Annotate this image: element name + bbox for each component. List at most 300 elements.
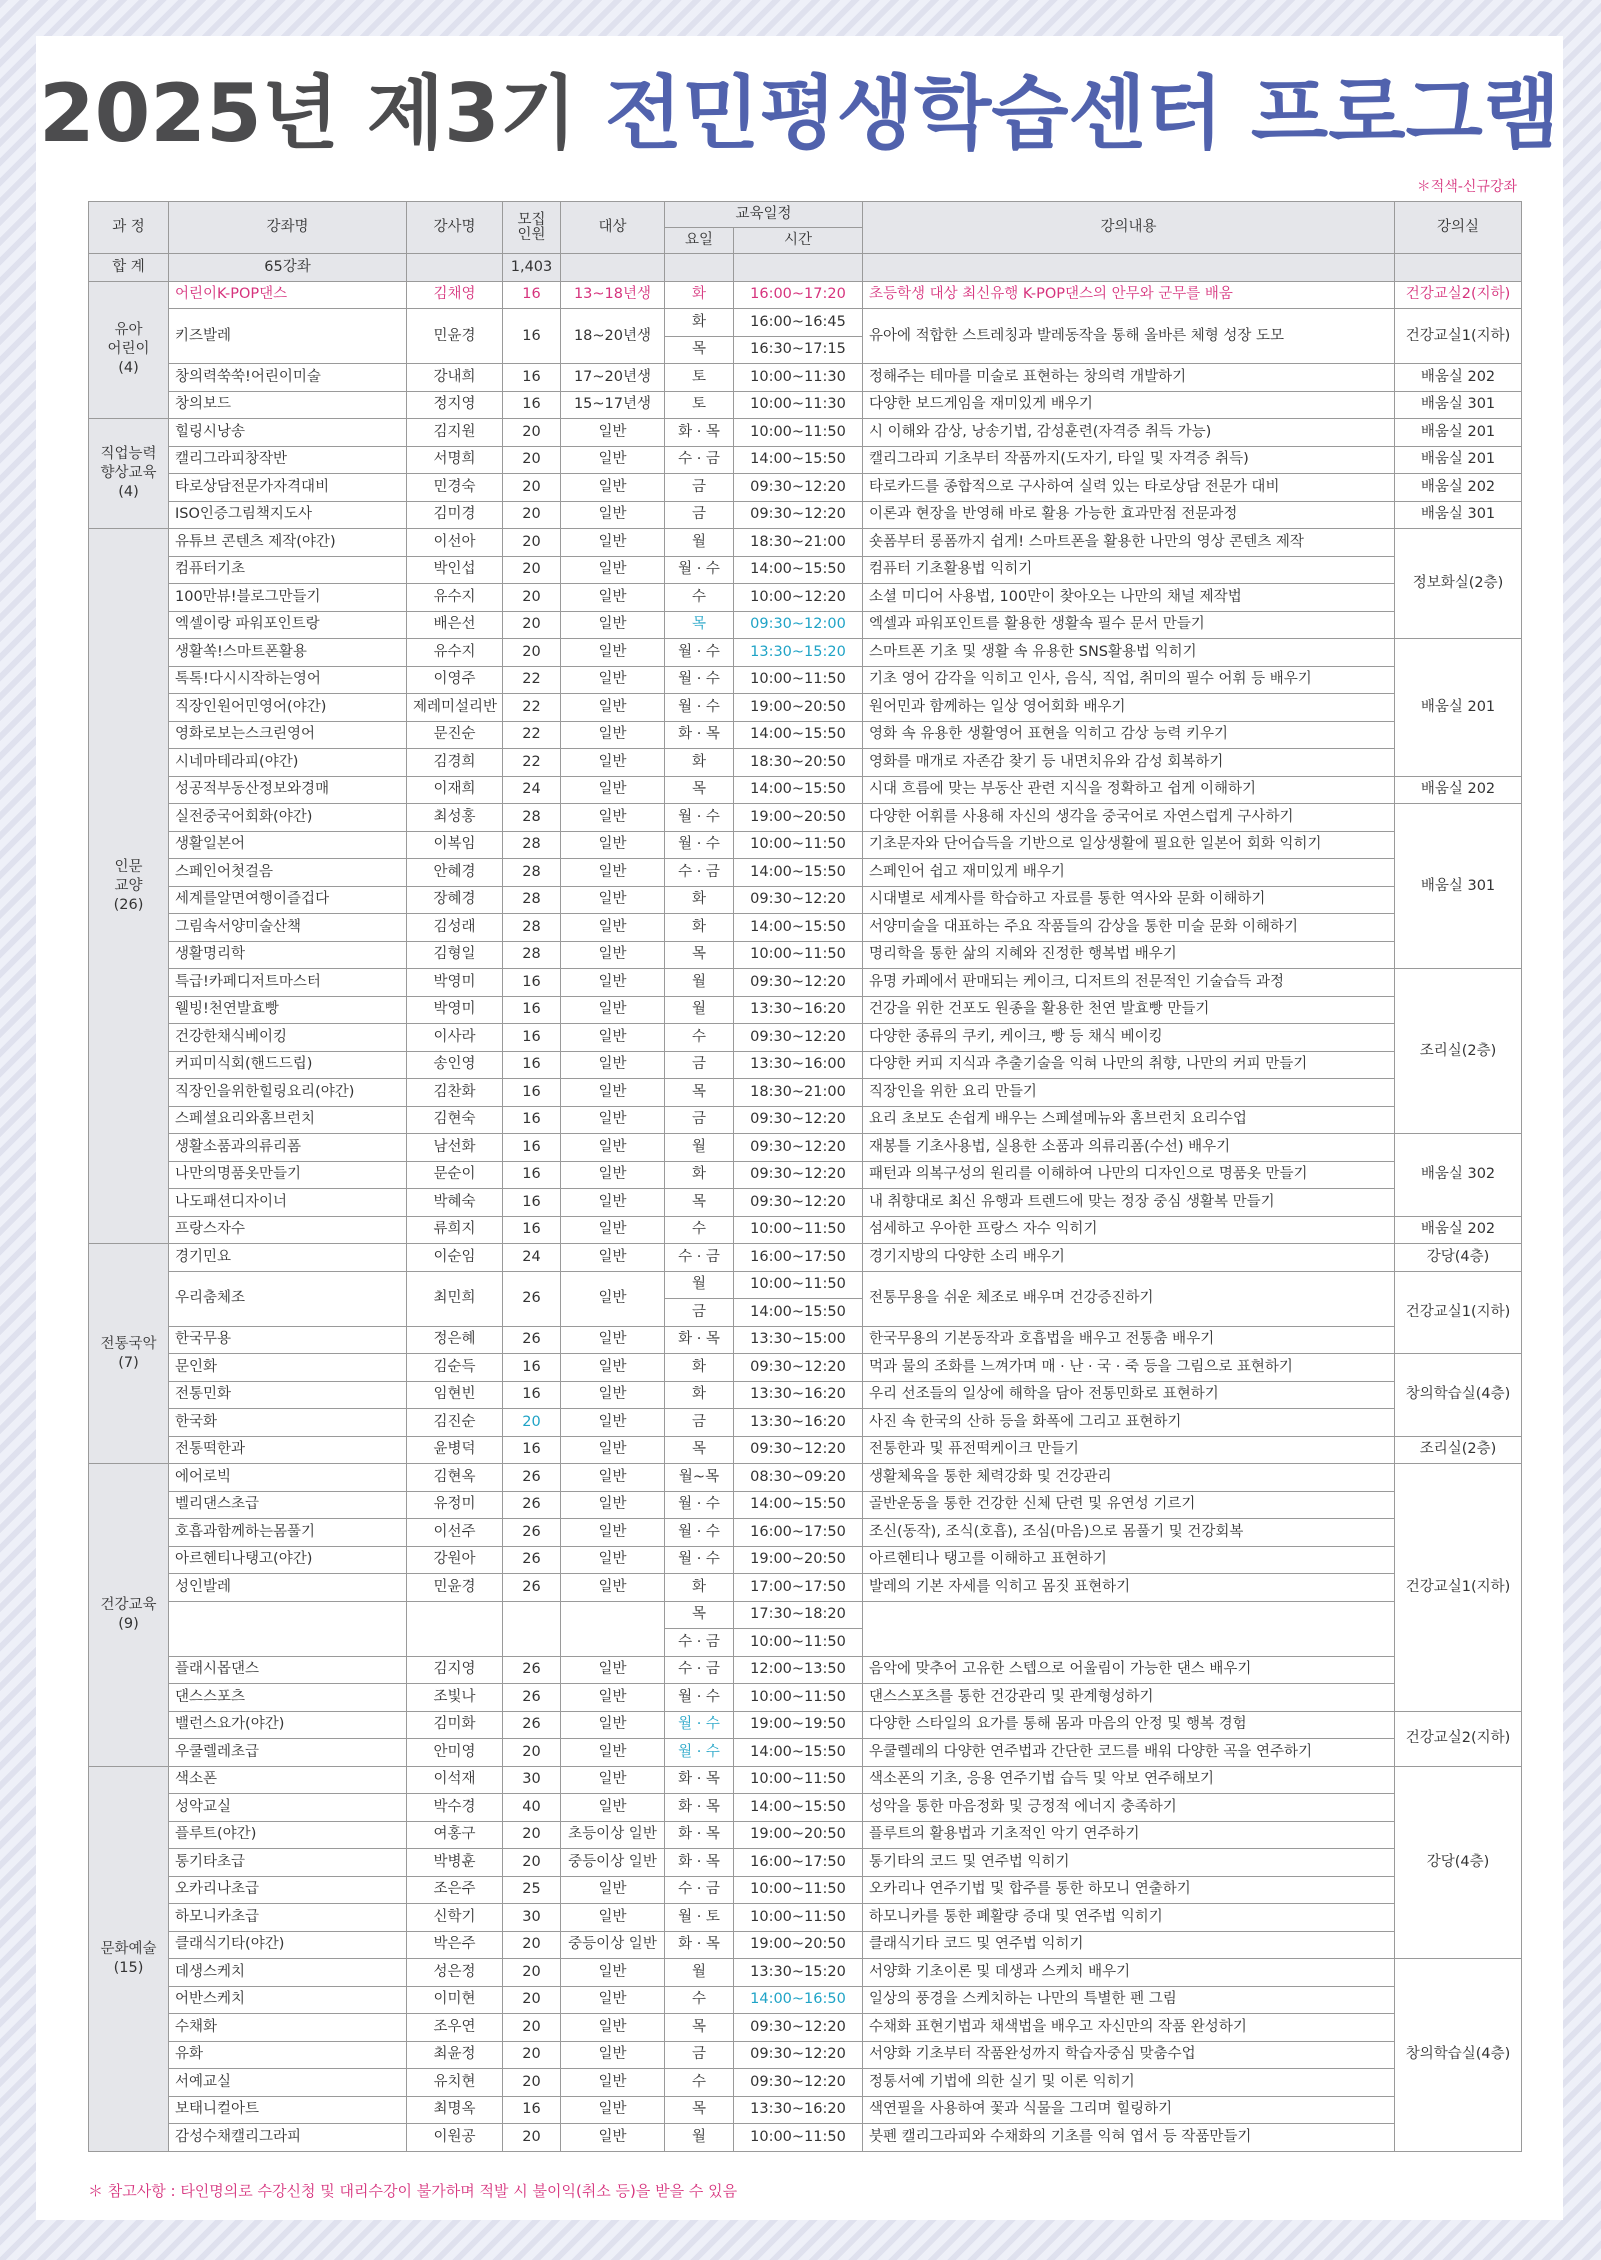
teacher-name: 이재희 [407,776,503,804]
target: 일반 [561,1326,665,1354]
table-row [89,1051,1522,1079]
table-row [89,1794,1522,1822]
course-name: 유튜브 콘텐츠 제작(야간) [169,529,407,557]
teacher-name: 박병훈 [407,1849,503,1877]
table-row [89,529,1522,557]
capacity: 26 [503,1656,561,1684]
course-content: 캘리그라피 기초부터 작품까지(도자기, 타일 및 자격증 취득) [863,446,1395,474]
course-category: 직업능력 향상교육 (4) [89,419,169,529]
time: 16:00~17:50 [734,1244,863,1272]
teacher-name: 문순이 [407,1161,503,1189]
course-name: 에어로빅 [169,1464,407,1492]
teacher-name: 김형일 [407,941,503,969]
course-name: 스페셜요리와홈브런치 [169,1106,407,1134]
course-name: 시네마테라피(야간) [169,749,407,777]
course-content: 경기지방의 다양한 소리 배우기 [863,1244,1395,1272]
day: 토 [665,391,734,419]
time: 10:00~11:50 [734,831,863,859]
table-row [89,1326,1522,1354]
capacity: 20 [503,419,561,447]
teacher-name: 조빛나 [407,1684,503,1712]
teacher-name: 박수경 [407,1794,503,1822]
table-row [89,2014,1522,2042]
classroom: 조리실(2층) [1395,1436,1522,1464]
time: 13:30~15:00 [734,1326,863,1354]
time: 09:30~12:20 [734,1189,863,1217]
day: 월 · 토 [665,1904,734,1932]
time: 09:30~12:20 [734,1436,863,1464]
classroom: 강당(4층) [1395,1766,1522,1959]
course-content: 영화 속 유용한 생활영어 표현을 익히고 감상 능력 키우기 [863,721,1395,749]
classroom: 건강교실2(지하) [1395,1711,1522,1766]
target: 일반 [561,1051,665,1079]
target: 18~20년생 [561,309,665,364]
teacher-name: 유수지 [407,584,503,612]
teacher-name: 류희지 [407,1216,503,1244]
day: 목 [665,1601,734,1629]
teacher-name: 박은주 [407,1931,503,1959]
teacher-name: 강원아 [407,1546,503,1574]
capacity: 26 [503,1684,561,1712]
capacity: 24 [503,1244,561,1272]
teacher-name: 박영미 [407,996,503,1024]
course-content: 유아에 적합한 스트레칭과 발레동작을 통해 올바른 체형 성장 도모 [863,309,1395,364]
day: 월 · 수 [665,1546,734,1574]
target: 일반 [561,1959,665,1987]
day: 월 · 수 [665,1491,734,1519]
classroom: 배움실 301 [1395,501,1522,529]
course-category: 건강교육 (9) [89,1464,169,1767]
day: 목 [665,776,734,804]
course-category: 문화예술 (15) [89,1766,169,2151]
target: 일반 [561,694,665,722]
target: 일반 [561,1904,665,1932]
target: 일반 [561,1766,665,1794]
target: 일반 [561,1106,665,1134]
target: 13~18년생 [561,281,665,309]
teacher-name: 문진순 [407,721,503,749]
teacher-name: 민윤경 [407,1574,503,1602]
day: 월~목 [665,1464,734,1492]
course-name: 직장인을위한힐링요리(야간) [169,1079,407,1107]
time: 17:00~17:50 [734,1574,863,1602]
course-name: 스페인어첫걸음 [169,859,407,887]
target: 일반 [561,1271,665,1326]
table-row [89,639,1522,667]
time: 10:00~11:30 [734,364,863,392]
table-row [89,2041,1522,2069]
capacity: 26 [503,1546,561,1574]
time: 10:00~11:50 [734,1684,863,1712]
capacity: 40 [503,1794,561,1822]
day: 금 [665,474,734,502]
capacity: 22 [503,666,561,694]
table-row [89,749,1522,777]
day: 수 · 금 [665,859,734,887]
time: 19:00~19:50 [734,1711,863,1739]
classroom: 건강교실1(지하) [1395,1271,1522,1354]
table-row [89,1904,1522,1932]
time: 16:00~17:50 [734,1519,863,1547]
table-row [89,2069,1522,2097]
target: 일반 [561,1491,665,1519]
day: 화 [665,281,734,309]
capacity: 20 [503,1849,561,1877]
header-time: 시간 [734,228,863,254]
teacher-name: 윤병덕 [407,1436,503,1464]
time: 12:00~13:50 [734,1656,863,1684]
day: 월 · 수 [665,804,734,832]
course-content: 컴퓨터 기초활용법 익히기 [863,556,1395,584]
classroom: 배움실 202 [1395,474,1522,502]
capacity: 20 [503,446,561,474]
capacity: 16 [503,1051,561,1079]
table-row [89,1134,1522,1162]
target: 일반 [561,969,665,997]
time: 19:00~20:50 [734,694,863,722]
course-name: 성악교실 [169,1794,407,1822]
time: 09:30~12:20 [734,2014,863,2042]
course-content: 골반운동을 통한 건강한 신체 단련 및 유연성 기르기 [863,1491,1395,1519]
time: 10:00~11:50 [734,941,863,969]
day: 수 · 금 [665,1876,734,1904]
course-content: 타로카드를 종합적으로 구사하여 실력 있는 타로상담 전문가 대비 [863,474,1395,502]
title-part1: 2025년 제3기 [38,67,577,160]
day: 화 · 목 [665,721,734,749]
course-name: 생활쏙!스마트폰활용 [169,639,407,667]
target: 17~20년생 [561,364,665,392]
target: 일반 [561,859,665,887]
day: 화 [665,1381,734,1409]
capacity: 20 [503,556,561,584]
target: 일반 [561,2041,665,2069]
teacher-name: 최윤정 [407,2041,503,2069]
table-row [89,1711,1522,1739]
table-row [89,1959,1522,1987]
day: 금 [665,1106,734,1134]
capacity: 16 [503,1024,561,1052]
course-name: 창의력쑥쑥!어린이미술 [169,364,407,392]
day: 화 [665,749,734,777]
time: 14:00~15:50 [734,721,863,749]
teacher-name: 김현옥 [407,1464,503,1492]
table-row [89,556,1522,584]
table-row [89,1024,1522,1052]
target: 일반 [561,996,665,1024]
teacher-name: 김미화 [407,1711,503,1739]
course-content: 재봉틀 기초사용법, 실용한 소품과 의류리폼(수선) 배우기 [863,1134,1395,1162]
time: 09:30~12:00 [734,611,863,639]
total-label: 합 계 [89,254,169,282]
time: 14:00~15:50 [734,556,863,584]
classroom: 배움실 202 [1395,1216,1522,1244]
course-name: 키즈발레 [169,309,407,364]
classroom: 배움실 201 [1395,639,1522,777]
table-row [89,1876,1522,1904]
course-content: 음악에 맞추어 고유한 스텝으로 어울림이 가능한 댄스 배우기 [863,1656,1395,1684]
capacity: 16 [503,1189,561,1217]
day: 월 [665,1271,734,1299]
day: 화 · 목 [665,1326,734,1354]
time: 13:30~15:20 [734,1959,863,1987]
teacher-name: 박영미 [407,969,503,997]
capacity: 28 [503,804,561,832]
classroom: 건강교실2(지하) [1395,281,1522,309]
target: 일반 [561,1216,665,1244]
capacity: 22 [503,694,561,722]
course-name [169,1601,407,1656]
table-row [89,584,1522,612]
day: 화 [665,914,734,942]
teacher-name: 송인영 [407,1051,503,1079]
teacher-name: 성은정 [407,1959,503,1987]
classroom: 배움실 301 [1395,391,1522,419]
teacher-name: 이미현 [407,1986,503,2014]
time: 13:30~15:20 [734,639,863,667]
time: 13:30~16:20 [734,2096,863,2124]
poster-sheet [36,36,1563,2220]
course-content: 숏폼부터 롱폼까지 쉽게! 스마트폰을 활용한 나만의 영상 콘텐츠 제작 [863,529,1395,557]
course-content: 전통한과 및 퓨전떡케이크 만들기 [863,1436,1395,1464]
capacity: 16 [503,309,561,364]
teacher-name: 안미영 [407,1739,503,1767]
capacity: 16 [503,1079,561,1107]
day: 목 [665,336,734,364]
time: 14:00~16:50 [734,1986,863,2014]
course-content: 기초문자와 단어습득을 기반으로 일상생활에 필요한 일본어 회화 익히기 [863,831,1395,859]
time: 19:00~20:50 [734,1931,863,1959]
target: 일반 [561,584,665,612]
day: 월 [665,2124,734,2152]
time: 19:00~20:50 [734,1546,863,1574]
capacity: 16 [503,364,561,392]
table-row [89,1161,1522,1189]
capacity: 20 [503,501,561,529]
time: 16:00~16:45 [734,309,863,337]
target: 일반 [561,1354,665,1382]
day: 화 · 목 [665,1766,734,1794]
target: 일반 [561,1079,665,1107]
teacher-name: 최민희 [407,1271,503,1326]
course-name: 컴퓨터기초 [169,556,407,584]
time: 10:00~12:20 [734,584,863,612]
course-content: 서양화 기초부터 작품완성까지 학습자중심 맞춤수업 [863,2041,1395,2069]
target: 일반 [561,1024,665,1052]
course-name: 데생스케치 [169,1959,407,1987]
course-name: 플래시몹댄스 [169,1656,407,1684]
teacher-name: 서명희 [407,446,503,474]
course-name: 감성수채캘리그라피 [169,2124,407,2152]
classroom: 배움실 201 [1395,419,1522,447]
target: 일반 [561,1876,665,1904]
course-name: 프랑스자수 [169,1216,407,1244]
capacity: 20 [503,1986,561,2014]
table-row [89,1574,1522,1602]
table-row [89,1216,1522,1244]
course-content: 시대 흐름에 맞는 부동산 관련 지식을 정확하고 쉽게 이해하기 [863,776,1395,804]
day: 화 [665,1574,734,1602]
capacity: 22 [503,721,561,749]
target [561,1601,665,1656]
table-row [89,776,1522,804]
course-content: 초등학생 대상 최신유행 K-POP댄스의 안무와 군무를 배움 [863,281,1395,309]
capacity: 16 [503,1436,561,1464]
course-name: 성인발레 [169,1574,407,1602]
capacity: 20 [503,474,561,502]
course-name: 클래식기타(야간) [169,1931,407,1959]
target: 일반 [561,2014,665,2042]
teacher-name: 김지영 [407,1656,503,1684]
capacity: 26 [503,1711,561,1739]
time: 14:00~15:50 [734,776,863,804]
table-row [89,419,1522,447]
course-content: 스페인어 쉽고 재미있게 배우기 [863,859,1395,887]
time: 14:00~15:50 [734,446,863,474]
time: 16:00~17:20 [734,281,863,309]
header-target: 대상 [561,202,665,254]
target: 일반 [561,529,665,557]
course-content: 영화를 매개로 자존감 찾기 등 내면치유와 감성 회복하기 [863,749,1395,777]
header-name: 강좌명 [169,202,407,254]
capacity: 16 [503,969,561,997]
target: 일반 [561,886,665,914]
capacity: 20 [503,584,561,612]
capacity: 20 [503,2124,561,2152]
course-content: 아르헨티나 탱고를 이해하고 표현하기 [863,1546,1395,1574]
course-content: 직장인을 위한 요리 만들기 [863,1079,1395,1107]
table-row [89,1519,1522,1547]
table-row [89,2124,1522,2152]
time: 10:00~11:50 [734,1766,863,1794]
table-header [89,202,1522,254]
course-name: 직장인원어민영어(야간) [169,694,407,722]
target: 일반 [561,941,665,969]
course-name: 나도패션디자이너 [169,1189,407,1217]
target: 중등이상 일반 [561,1931,665,1959]
teacher-name: 민윤경 [407,309,503,364]
course-name: 타로상담전문가자격대비 [169,474,407,502]
teacher-name: 이원공 [407,2124,503,2152]
teacher-name: 조은주 [407,1876,503,1904]
table-row [89,1079,1522,1107]
table-row [89,1739,1522,1767]
course-content: 댄스스포츠를 통한 건강관리 및 관계형성하기 [863,1684,1395,1712]
table-row [89,1106,1522,1134]
course-name: 유화 [169,2041,407,2069]
capacity: 20 [503,639,561,667]
time: 09:30~12:20 [734,969,863,997]
capacity: 20 [503,1409,561,1437]
classroom: 건강교실1(지하) [1395,1464,1522,1712]
teacher-name: 김순득 [407,1354,503,1382]
teacher-name: 신학기 [407,1904,503,1932]
course-category: 전통국악 (7) [89,1244,169,1464]
target: 초등이상 일반 [561,1821,665,1849]
target: 일반 [561,1244,665,1272]
teacher-name: 최명옥 [407,2096,503,2124]
course-content: 시 이해와 감상, 낭송기법, 감성훈련(자격증 취득 가능) [863,419,1395,447]
target: 일반 [561,1189,665,1217]
teacher-name: 이석재 [407,1766,503,1794]
day: 월 · 수 [665,666,734,694]
course-content: 일상의 풍경을 스케치하는 나만의 특별한 펜 그림 [863,1986,1395,2014]
target: 일반 [561,446,665,474]
teacher-name: 배은선 [407,611,503,639]
classroom: 배움실 202 [1395,364,1522,392]
course-name: 플루트(야간) [169,1821,407,1849]
course-content [863,1601,1395,1656]
capacity: 20 [503,2014,561,2042]
target: 일반 [561,1519,665,1547]
teacher-name: 임현빈 [407,1381,503,1409]
table-row [89,1409,1522,1437]
capacity: 28 [503,859,561,887]
table-row [89,281,1522,309]
time: 19:00~20:50 [734,1821,863,1849]
capacity: 16 [503,996,561,1024]
target: 일반 [561,419,665,447]
day: 화 [665,1161,734,1189]
teacher-name: 김진순 [407,1409,503,1437]
time: 14:00~15:50 [734,859,863,887]
course-content: 건강을 위한 건포도 원종을 활용한 천연 발효빵 만들기 [863,996,1395,1024]
table-row [89,1986,1522,2014]
time: 13:30~16:00 [734,1051,863,1079]
day: 월 · 수 [665,831,734,859]
day: 월 · 수 [665,639,734,667]
course-name: 실전중국어회화(야간) [169,804,407,832]
capacity: 20 [503,2069,561,2097]
classroom: 배움실 302 [1395,1134,1522,1217]
course-content: 요리 초보도 손쉽게 배우는 스페셜메뉴와 홈브런치 요리수업 [863,1106,1395,1134]
teacher-name: 여홍구 [407,1821,503,1849]
day: 화 · 목 [665,1849,734,1877]
day: 월 [665,1134,734,1162]
capacity: 16 [503,281,561,309]
table-row [89,474,1522,502]
capacity: 28 [503,941,561,969]
table-row [89,831,1522,859]
table-row [89,914,1522,942]
course-content: 우쿨렐레의 다양한 연주법과 간단한 코드를 배워 다양한 곡을 연주하기 [863,1739,1395,1767]
capacity: 16 [503,1106,561,1134]
day: 월 · 수 [665,1684,734,1712]
header-capacity: 모집 인원 [503,202,561,254]
time: 09:30~12:20 [734,501,863,529]
day: 목 [665,1079,734,1107]
target: 일반 [561,1794,665,1822]
day: 금 [665,501,734,529]
course-name: 아르헨티나탱고(야간) [169,1546,407,1574]
course-content: 엑셀과 파워포인트를 활용한 생활속 필수 문서 만들기 [863,611,1395,639]
day: 금 [665,1051,734,1079]
target: 일반 [561,2096,665,2124]
header-room: 강의실 [1395,202,1522,254]
table-row [89,1931,1522,1959]
course-content: 정해주는 테마를 미술로 표현하는 창의력 개발하기 [863,364,1395,392]
course-name: 캘리그라피창작반 [169,446,407,474]
classroom: 창의학습실(4층) [1395,1354,1522,1437]
course-name: 생활일본어 [169,831,407,859]
header-teacher: 강사명 [407,202,503,254]
day: 화 [665,309,734,337]
time: 19:00~20:50 [734,804,863,832]
teacher-name: 김현숙 [407,1106,503,1134]
course-content: 패턴과 의복구성의 원리를 이해하여 나만의 디자인으로 명품옷 만들기 [863,1161,1395,1189]
day: 화 [665,1354,734,1382]
day: 목 [665,1189,734,1217]
day: 금 [665,1299,734,1327]
